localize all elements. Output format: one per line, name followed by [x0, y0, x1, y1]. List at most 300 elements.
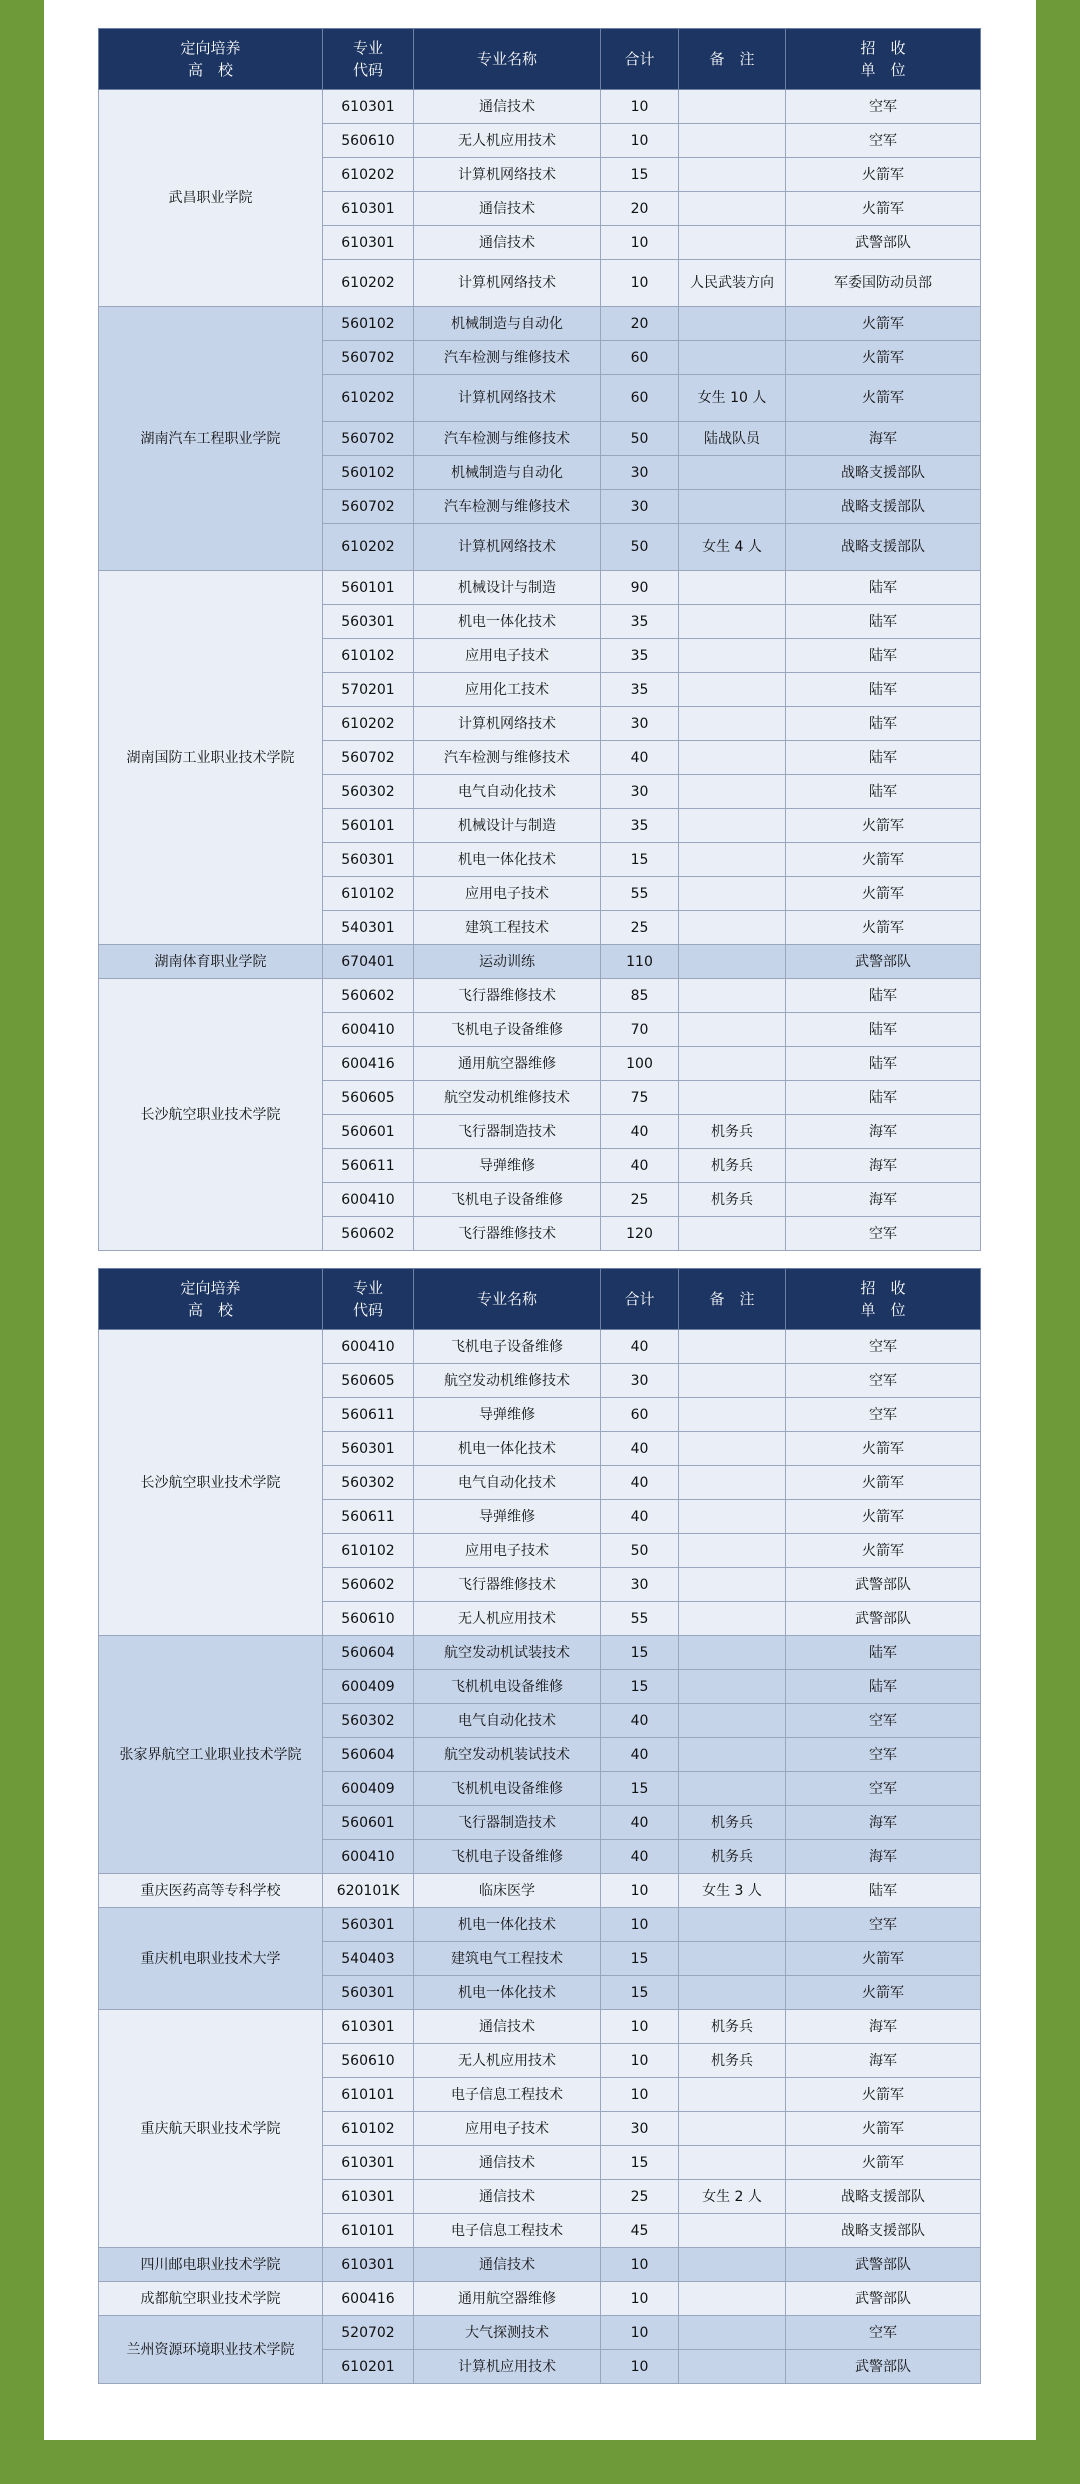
code-cell: 560610	[323, 2044, 414, 2078]
major-cell: 电气自动化技术	[414, 1704, 601, 1738]
code-cell: 560702	[323, 741, 414, 775]
major-cell: 应用电子技术	[414, 1534, 601, 1568]
unit-cell: 空军	[786, 1217, 981, 1251]
note-cell	[679, 639, 786, 673]
code-cell: 610102	[323, 877, 414, 911]
code-cell: 560301	[323, 1908, 414, 1942]
major-cell: 应用电子技术	[414, 2112, 601, 2146]
total-cell: 90	[601, 571, 679, 605]
enrollment-table-1	[98, 28, 981, 1251]
total-cell: 120	[601, 1217, 679, 1251]
unit-cell: 火箭军	[786, 2146, 981, 2180]
unit-cell: 武警部队	[786, 2350, 981, 2384]
header-total: 合计	[601, 1269, 679, 1330]
major-cell: 飞行器维修技术	[414, 1217, 601, 1251]
note-cell	[679, 1364, 786, 1398]
code-cell: 560702	[323, 341, 414, 375]
note-cell	[679, 2214, 786, 2248]
major-cell: 飞机电子设备维修	[414, 1183, 601, 1217]
code-cell: 610101	[323, 2078, 414, 2112]
code-cell: 670401	[323, 945, 414, 979]
unit-cell: 空军	[786, 90, 981, 124]
bottom-border	[44, 2440, 1036, 2484]
unit-cell: 空军	[786, 1364, 981, 1398]
table-header-row	[99, 1269, 981, 1330]
note-cell	[679, 456, 786, 490]
major-cell: 机械设计与制造	[414, 571, 601, 605]
major-cell: 航空发动机试装技术	[414, 1636, 601, 1670]
code-cell: 560702	[323, 490, 414, 524]
major-cell: 飞机电子设备维修	[414, 1330, 601, 1364]
major-cell: 飞行器维修技术	[414, 979, 601, 1013]
major-cell: 汽车检测与维修技术	[414, 422, 601, 456]
unit-cell: 火箭军	[786, 158, 981, 192]
table-row	[99, 1874, 981, 1908]
unit-cell: 火箭军	[786, 192, 981, 226]
note-cell	[679, 1432, 786, 1466]
note-cell: 机务兵	[679, 2010, 786, 2044]
note-cell	[679, 158, 786, 192]
code-cell: 610301	[323, 2010, 414, 2044]
major-cell: 航空发动机维修技术	[414, 1364, 601, 1398]
unit-cell: 火箭军	[786, 843, 981, 877]
table-row	[99, 945, 981, 979]
total-cell: 40	[601, 1806, 679, 1840]
unit-cell: 空军	[786, 1704, 981, 1738]
table-body-1	[99, 90, 981, 1251]
total-cell: 10	[601, 124, 679, 158]
code-cell: 620101K	[323, 1874, 414, 1908]
major-cell: 机电一体化技术	[414, 1908, 601, 1942]
total-cell: 10	[601, 260, 679, 307]
note-cell	[679, 1500, 786, 1534]
total-cell: 25	[601, 911, 679, 945]
total-cell: 35	[601, 673, 679, 707]
major-cell: 机电一体化技术	[414, 605, 601, 639]
school-cell: 长沙航空职业技术学院	[99, 1330, 323, 1636]
code-cell: 610101	[323, 2214, 414, 2248]
note-cell	[679, 2350, 786, 2384]
note-cell: 机务兵	[679, 1840, 786, 1874]
code-cell: 560302	[323, 1466, 414, 1500]
school-cell: 重庆医药高等专科学校	[99, 1874, 323, 1908]
note-cell	[679, 1330, 786, 1364]
school-cell: 武昌职业学院	[99, 90, 323, 307]
unit-cell: 海军	[786, 1183, 981, 1217]
total-cell: 10	[601, 2248, 679, 2282]
code-cell: 560102	[323, 456, 414, 490]
unit-cell: 空军	[786, 1330, 981, 1364]
total-cell: 20	[601, 307, 679, 341]
major-cell: 飞行器制造技术	[414, 1115, 601, 1149]
table-header-row	[99, 29, 981, 90]
code-cell: 610301	[323, 2248, 414, 2282]
code-cell: 560101	[323, 809, 414, 843]
total-cell: 10	[601, 2044, 679, 2078]
unit-cell: 空军	[786, 1398, 981, 1432]
major-cell: 电气自动化技术	[414, 1466, 601, 1500]
unit-cell: 武警部队	[786, 2282, 981, 2316]
unit-cell: 海军	[786, 2044, 981, 2078]
unit-cell: 海军	[786, 1840, 981, 1874]
unit-cell: 海军	[786, 1115, 981, 1149]
total-cell: 35	[601, 605, 679, 639]
unit-cell: 陆军	[786, 605, 981, 639]
unit-cell: 空军	[786, 1738, 981, 1772]
total-cell: 50	[601, 1534, 679, 1568]
code-cell: 610102	[323, 1534, 414, 1568]
major-cell: 计算机应用技术	[414, 2350, 601, 2384]
unit-cell: 陆军	[786, 1047, 981, 1081]
major-cell: 通信技术	[414, 226, 601, 260]
unit-cell: 火箭军	[786, 2112, 981, 2146]
total-cell: 10	[601, 2010, 679, 2044]
unit-cell: 陆军	[786, 1670, 981, 1704]
total-cell: 15	[601, 158, 679, 192]
note-cell	[679, 1081, 786, 1115]
major-cell: 计算机网络技术	[414, 158, 601, 192]
major-cell: 无人机应用技术	[414, 1602, 601, 1636]
code-cell: 560302	[323, 1704, 414, 1738]
major-cell: 通用航空器维修	[414, 1047, 601, 1081]
note-cell	[679, 741, 786, 775]
note-cell: 女生 10 人	[679, 375, 786, 422]
note-cell	[679, 1398, 786, 1432]
code-cell: 560601	[323, 1115, 414, 1149]
header-major: 专业名称	[414, 1269, 601, 1330]
table-row	[99, 2316, 981, 2350]
unit-cell: 武警部队	[786, 2248, 981, 2282]
note-cell: 机务兵	[679, 1149, 786, 1183]
code-cell: 560605	[323, 1081, 414, 1115]
code-cell: 610202	[323, 158, 414, 192]
school-cell: 兰州资源环境职业技术学院	[99, 2316, 323, 2384]
note-cell	[679, 341, 786, 375]
total-cell: 40	[601, 1432, 679, 1466]
total-cell: 40	[601, 1330, 679, 1364]
note-cell	[679, 1908, 786, 1942]
unit-cell: 火箭军	[786, 1976, 981, 2010]
unit-cell: 空军	[786, 1772, 981, 1806]
code-cell: 560602	[323, 1217, 414, 1251]
major-cell: 机械制造与自动化	[414, 456, 601, 490]
note-cell	[679, 1466, 786, 1500]
total-cell: 10	[601, 2316, 679, 2350]
major-cell: 计算机网络技术	[414, 260, 601, 307]
unit-cell: 海军	[786, 1806, 981, 1840]
total-cell: 15	[601, 2146, 679, 2180]
unit-cell: 军委国防动员部	[786, 260, 981, 307]
major-cell: 机电一体化技术	[414, 1432, 601, 1466]
major-cell: 通信技术	[414, 2180, 601, 2214]
major-cell: 建筑电气工程技术	[414, 1942, 601, 1976]
note-cell	[679, 1047, 786, 1081]
major-cell: 通信技术	[414, 2146, 601, 2180]
unit-cell: 海军	[786, 1149, 981, 1183]
unit-cell: 空军	[786, 1908, 981, 1942]
total-cell: 30	[601, 456, 679, 490]
note-cell	[679, 2248, 786, 2282]
code-cell: 560610	[323, 1602, 414, 1636]
code-cell: 560611	[323, 1398, 414, 1432]
major-cell: 汽车检测与维修技术	[414, 741, 601, 775]
table-row	[99, 1330, 981, 1364]
major-cell: 汽车检测与维修技术	[414, 490, 601, 524]
total-cell: 30	[601, 2112, 679, 2146]
table-row	[99, 571, 981, 605]
school-cell: 张家界航空工业职业技术学院	[99, 1636, 323, 1874]
table-row	[99, 90, 981, 124]
note-cell	[679, 2112, 786, 2146]
unit-cell: 陆军	[786, 775, 981, 809]
major-cell: 通用航空器维修	[414, 2282, 601, 2316]
code-cell: 600410	[323, 1840, 414, 1874]
unit-cell: 战略支援部队	[786, 456, 981, 490]
note-cell	[679, 1602, 786, 1636]
unit-cell: 火箭军	[786, 341, 981, 375]
total-cell: 30	[601, 775, 679, 809]
total-cell: 15	[601, 1670, 679, 1704]
major-cell: 导弹维修	[414, 1149, 601, 1183]
note-cell	[679, 673, 786, 707]
note-cell	[679, 1738, 786, 1772]
unit-cell: 武警部队	[786, 945, 981, 979]
unit-cell: 火箭军	[786, 307, 981, 341]
note-cell	[679, 1670, 786, 1704]
total-cell: 75	[601, 1081, 679, 1115]
major-cell: 临床医学	[414, 1874, 601, 1908]
unit-cell: 陆军	[786, 1013, 981, 1047]
note-cell	[679, 775, 786, 809]
unit-cell: 陆军	[786, 673, 981, 707]
total-cell: 60	[601, 375, 679, 422]
total-cell: 40	[601, 1500, 679, 1534]
unit-cell: 武警部队	[786, 226, 981, 260]
unit-cell: 空军	[786, 2316, 981, 2350]
major-cell: 无人机应用技术	[414, 124, 601, 158]
total-cell: 10	[601, 226, 679, 260]
code-cell: 560301	[323, 843, 414, 877]
unit-cell: 海军	[786, 2010, 981, 2044]
major-cell: 应用电子技术	[414, 877, 601, 911]
header-school: 定向培养 高 校	[99, 29, 323, 90]
enrollment-table-2	[98, 1268, 981, 2384]
major-cell: 运动训练	[414, 945, 601, 979]
code-cell: 560605	[323, 1364, 414, 1398]
major-cell: 电子信息工程技术	[414, 2078, 601, 2112]
code-cell: 610301	[323, 90, 414, 124]
note-cell	[679, 490, 786, 524]
major-cell: 导弹维修	[414, 1398, 601, 1432]
major-cell: 航空发动机装试技术	[414, 1738, 601, 1772]
code-cell: 610202	[323, 375, 414, 422]
major-cell: 建筑工程技术	[414, 911, 601, 945]
total-cell: 20	[601, 192, 679, 226]
total-cell: 35	[601, 639, 679, 673]
table-body-2	[99, 1330, 981, 2384]
school-cell: 四川邮电职业技术学院	[99, 2248, 323, 2282]
note-cell	[679, 192, 786, 226]
unit-cell: 陆军	[786, 707, 981, 741]
header-school: 定向培养 高 校	[99, 1269, 323, 1330]
code-cell: 560102	[323, 307, 414, 341]
code-cell: 560302	[323, 775, 414, 809]
major-cell: 飞机机电设备维修	[414, 1772, 601, 1806]
total-cell: 110	[601, 945, 679, 979]
table-row	[99, 1636, 981, 1670]
total-cell: 50	[601, 422, 679, 456]
code-cell: 560301	[323, 1432, 414, 1466]
code-cell: 600409	[323, 1670, 414, 1704]
major-cell: 飞机电子设备维修	[414, 1840, 601, 1874]
unit-cell: 陆军	[786, 1636, 981, 1670]
total-cell: 85	[601, 979, 679, 1013]
unit-cell: 海军	[786, 422, 981, 456]
note-cell: 机务兵	[679, 1183, 786, 1217]
unit-cell: 武警部队	[786, 1568, 981, 1602]
unit-cell: 武警部队	[786, 1602, 981, 1636]
code-cell: 560611	[323, 1149, 414, 1183]
major-cell: 通信技术	[414, 192, 601, 226]
note-cell	[679, 945, 786, 979]
total-cell: 15	[601, 1942, 679, 1976]
total-cell: 70	[601, 1013, 679, 1047]
code-cell: 610301	[323, 2146, 414, 2180]
total-cell: 25	[601, 1183, 679, 1217]
table-row	[99, 1908, 981, 1942]
note-cell	[679, 2146, 786, 2180]
note-cell	[679, 877, 786, 911]
note-cell: 女生 2 人	[679, 2180, 786, 2214]
total-cell: 30	[601, 1568, 679, 1602]
total-cell: 40	[601, 1149, 679, 1183]
header-major: 专业名称	[414, 29, 601, 90]
code-cell: 600416	[323, 2282, 414, 2316]
note-cell	[679, 226, 786, 260]
major-cell: 飞机电子设备维修	[414, 1013, 601, 1047]
total-cell: 15	[601, 1772, 679, 1806]
total-cell: 40	[601, 1466, 679, 1500]
header-note: 备 注	[679, 29, 786, 90]
table-row	[99, 979, 981, 1013]
unit-cell: 陆军	[786, 1081, 981, 1115]
code-cell: 560101	[323, 571, 414, 605]
header-note: 备 注	[679, 1269, 786, 1330]
unit-cell: 火箭军	[786, 911, 981, 945]
table-row	[99, 2248, 981, 2282]
unit-cell: 陆军	[786, 1874, 981, 1908]
note-cell	[679, 605, 786, 639]
total-cell: 10	[601, 90, 679, 124]
code-cell: 560610	[323, 124, 414, 158]
major-cell: 导弹维修	[414, 1500, 601, 1534]
total-cell: 10	[601, 2078, 679, 2112]
note-cell	[679, 2078, 786, 2112]
unit-cell: 火箭军	[786, 809, 981, 843]
total-cell: 60	[601, 341, 679, 375]
table-row	[99, 2010, 981, 2044]
header-code: 专业 代码	[323, 29, 414, 90]
code-cell: 560602	[323, 1568, 414, 1602]
note-cell	[679, 1217, 786, 1251]
major-cell: 计算机网络技术	[414, 524, 601, 571]
school-cell: 重庆机电职业技术大学	[99, 1908, 323, 2010]
note-cell: 机务兵	[679, 2044, 786, 2078]
code-cell: 610301	[323, 2180, 414, 2214]
major-cell: 机电一体化技术	[414, 1976, 601, 2010]
code-cell: 540403	[323, 1942, 414, 1976]
code-cell: 610202	[323, 260, 414, 307]
unit-cell: 火箭军	[786, 1942, 981, 1976]
note-cell	[679, 124, 786, 158]
school-cell: 长沙航空职业技术学院	[99, 979, 323, 1251]
unit-cell: 战略支援部队	[786, 2214, 981, 2248]
total-cell: 10	[601, 1874, 679, 1908]
unit-cell: 火箭军	[786, 877, 981, 911]
total-cell: 30	[601, 707, 679, 741]
code-cell: 560301	[323, 605, 414, 639]
total-cell: 10	[601, 2282, 679, 2316]
note-cell: 机务兵	[679, 1806, 786, 1840]
major-cell: 汽车检测与维修技术	[414, 341, 601, 375]
total-cell: 60	[601, 1398, 679, 1432]
note-cell	[679, 1636, 786, 1670]
major-cell: 通信技术	[414, 90, 601, 124]
note-cell	[679, 979, 786, 1013]
table-row	[99, 307, 981, 341]
note-cell: 女生 4 人	[679, 524, 786, 571]
major-cell: 机械设计与制造	[414, 809, 601, 843]
unit-cell: 陆军	[786, 741, 981, 775]
note-cell	[679, 911, 786, 945]
total-cell: 50	[601, 524, 679, 571]
total-cell: 40	[601, 1738, 679, 1772]
unit-cell: 空军	[786, 124, 981, 158]
note-cell	[679, 2316, 786, 2350]
code-cell: 610301	[323, 192, 414, 226]
total-cell: 15	[601, 1976, 679, 2010]
code-cell: 520702	[323, 2316, 414, 2350]
note-cell	[679, 1942, 786, 1976]
code-cell: 600410	[323, 1330, 414, 1364]
header-unit: 招 收 单 位	[786, 29, 981, 90]
code-cell: 560702	[323, 422, 414, 456]
unit-cell: 火箭军	[786, 1534, 981, 1568]
school-cell: 湖南国防工业职业技术学院	[99, 571, 323, 945]
code-cell: 560604	[323, 1636, 414, 1670]
major-cell: 飞行器制造技术	[414, 1806, 601, 1840]
unit-cell: 陆军	[786, 639, 981, 673]
unit-cell: 火箭军	[786, 1466, 981, 1500]
note-cell	[679, 90, 786, 124]
code-cell: 610102	[323, 639, 414, 673]
major-cell: 无人机应用技术	[414, 2044, 601, 2078]
unit-cell: 战略支援部队	[786, 524, 981, 571]
major-cell: 飞行器维修技术	[414, 1568, 601, 1602]
code-cell: 610301	[323, 226, 414, 260]
school-cell: 湖南体育职业学院	[99, 945, 323, 979]
code-cell: 560601	[323, 1806, 414, 1840]
note-cell: 人民武装方向	[679, 260, 786, 307]
total-cell: 25	[601, 2180, 679, 2214]
school-cell: 成都航空职业技术学院	[99, 2282, 323, 2316]
code-cell: 600416	[323, 1047, 414, 1081]
note-cell	[679, 1976, 786, 2010]
total-cell: 10	[601, 2350, 679, 2384]
header-total: 合计	[601, 29, 679, 90]
major-cell: 应用电子技术	[414, 639, 601, 673]
total-cell: 55	[601, 877, 679, 911]
